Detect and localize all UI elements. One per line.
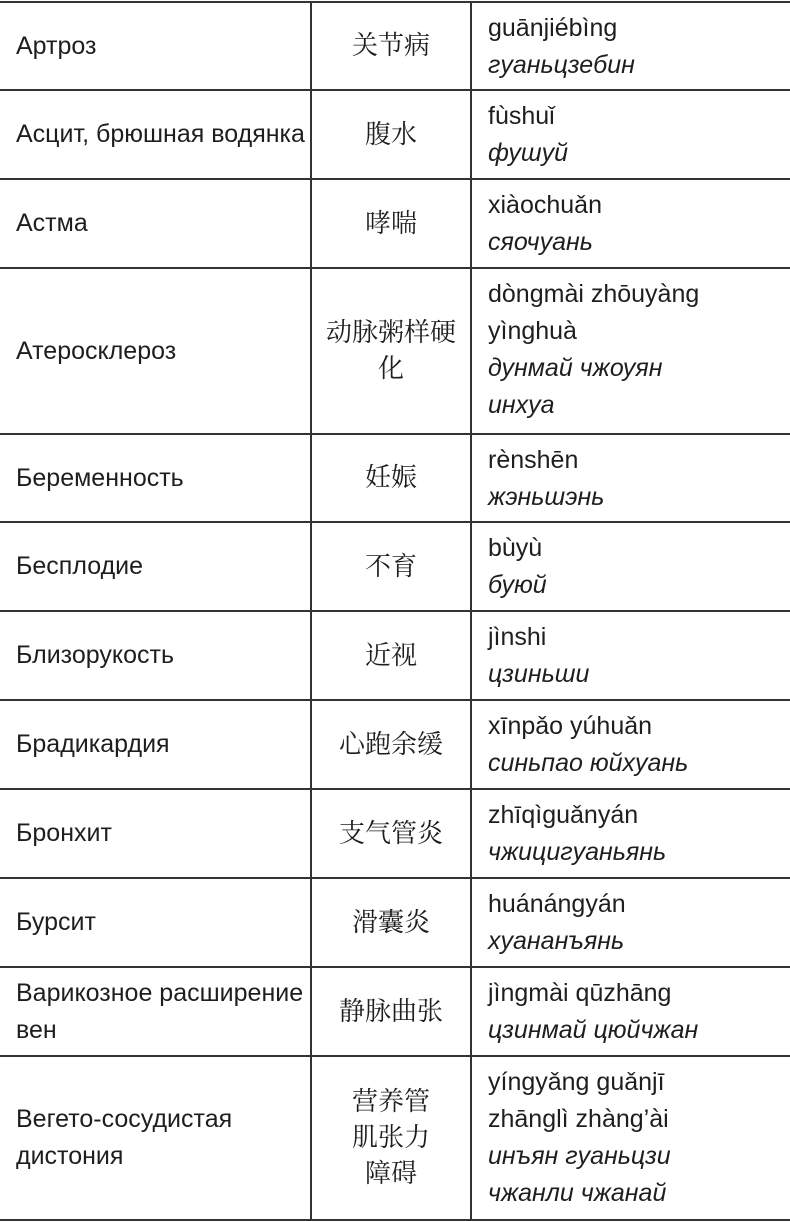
transliteration: буюй: [488, 571, 547, 599]
pinyin: jìnshi: [488, 623, 547, 651]
transliteration: гуаньцзебин: [488, 51, 635, 79]
table-row: [0, 522, 790, 611]
table-row: [0, 878, 790, 967]
chinese-term-cell: [311, 611, 471, 700]
table-row: [0, 1056, 790, 1220]
transliteration: цзиньши: [488, 660, 590, 688]
chinese-term-cell: [311, 789, 471, 878]
chinese-term: 滑囊炎: [351, 907, 430, 938]
russian-term: Вегето-сосудистая дистония: [0, 1056, 311, 1220]
chinese-term-cell: [311, 967, 471, 1056]
table-row: [0, 2, 790, 90]
reading-cell: [471, 967, 790, 1056]
table-row: [0, 700, 790, 789]
pinyin: huánángyán: [488, 890, 626, 918]
chinese-term-cell: [311, 1056, 471, 1220]
reading-cell: [471, 268, 790, 434]
pinyin: dòngmài zhōuyàng yìnghuà: [488, 280, 700, 345]
table-row: [0, 179, 790, 268]
chinese-term-cell: [311, 179, 471, 268]
chinese-term: 腹水: [364, 119, 417, 150]
pinyin: xīnpǎo yúhuǎn: [488, 712, 653, 740]
chinese-term-cell: [311, 434, 471, 522]
reading-cell: [471, 789, 790, 878]
transliteration: сяочуань: [488, 228, 593, 256]
chinese-term: 哮喘: [364, 208, 417, 239]
reading-cell: [471, 434, 790, 522]
transliteration: синьпао юйхуань: [488, 749, 689, 777]
chinese-term-cell: [311, 700, 471, 789]
pinyin: guānjiébìng: [488, 14, 618, 42]
russian-term: Бронхит: [0, 789, 311, 878]
reading-cell: [471, 700, 790, 789]
pinyin: xiàochuǎn: [488, 191, 602, 219]
russian-term: Артроз: [0, 2, 311, 90]
transliteration: чжицигуаньянь: [488, 838, 667, 866]
pinyin: rènshēn: [488, 446, 579, 474]
chinese-term: 关节病: [351, 31, 430, 61]
russian-term: Астма: [0, 179, 311, 268]
russian-term: Беременность: [0, 434, 311, 522]
table-row: [0, 967, 790, 1056]
transliteration: хуананъянь: [488, 927, 625, 955]
russian-term: Близорукость: [0, 611, 311, 700]
russian-term: Бурсит: [0, 878, 311, 967]
reading-cell: [471, 878, 790, 967]
transliteration: дунмай чжоуян инхуа: [488, 354, 663, 419]
chinese-term: 动脉粥样硬化: [325, 318, 456, 384]
table-row: [0, 789, 790, 878]
table-row: [0, 90, 790, 179]
reading-cell: [471, 2, 790, 90]
pinyin: bùyù: [488, 534, 543, 562]
chinese-term-cell: [311, 2, 471, 90]
pinyin: fùshuǐ: [488, 102, 555, 130]
chinese-term: 不育: [364, 551, 417, 582]
transliteration: фушуй: [488, 139, 568, 167]
pinyin: yíngyǎng guǎnjī zhānglì zhàng’ài: [488, 1068, 669, 1133]
reading-cell: [471, 1056, 790, 1220]
russian-term: Варикозное расширение вен: [0, 967, 311, 1056]
reading-cell: [471, 90, 790, 179]
russian-term: Атеросклероз: [0, 268, 311, 434]
chinese-term-cell: [311, 268, 471, 434]
table-row: [0, 434, 790, 522]
russian-term: Бесплодие: [0, 522, 311, 611]
chinese-term-cell: [311, 878, 471, 967]
pinyin: zhīqìguǎnyán: [488, 801, 639, 829]
chinese-term: 营养管肌张力障碍: [351, 1087, 430, 1189]
transliteration: жэньшэнь: [488, 483, 605, 511]
medical-terms-table: [0, 1, 790, 1221]
chinese-term: 静脉曲张: [338, 996, 443, 1027]
pinyin: jìngmài qūzhāng: [488, 979, 672, 1007]
chinese-term-cell: [311, 90, 471, 179]
table-row: [0, 611, 790, 700]
reading-cell: [471, 179, 790, 268]
chinese-term: 支气管炎: [338, 818, 443, 849]
chinese-term: 近视: [364, 640, 417, 671]
transliteration: инъян гуаньцзи чжанли чжанай: [488, 1142, 671, 1207]
chinese-term: 妊娠: [364, 463, 417, 493]
russian-term: Асцит, брюшная водянка: [0, 90, 311, 179]
table-row: [0, 268, 790, 434]
chinese-term: 心跑余缓: [338, 729, 443, 760]
reading-cell: [471, 611, 790, 700]
transliteration: цзинмай цюйчжан: [488, 1016, 699, 1044]
chinese-term-cell: [311, 522, 471, 611]
reading-cell: [471, 522, 790, 611]
russian-term: Брадикардия: [0, 700, 311, 789]
